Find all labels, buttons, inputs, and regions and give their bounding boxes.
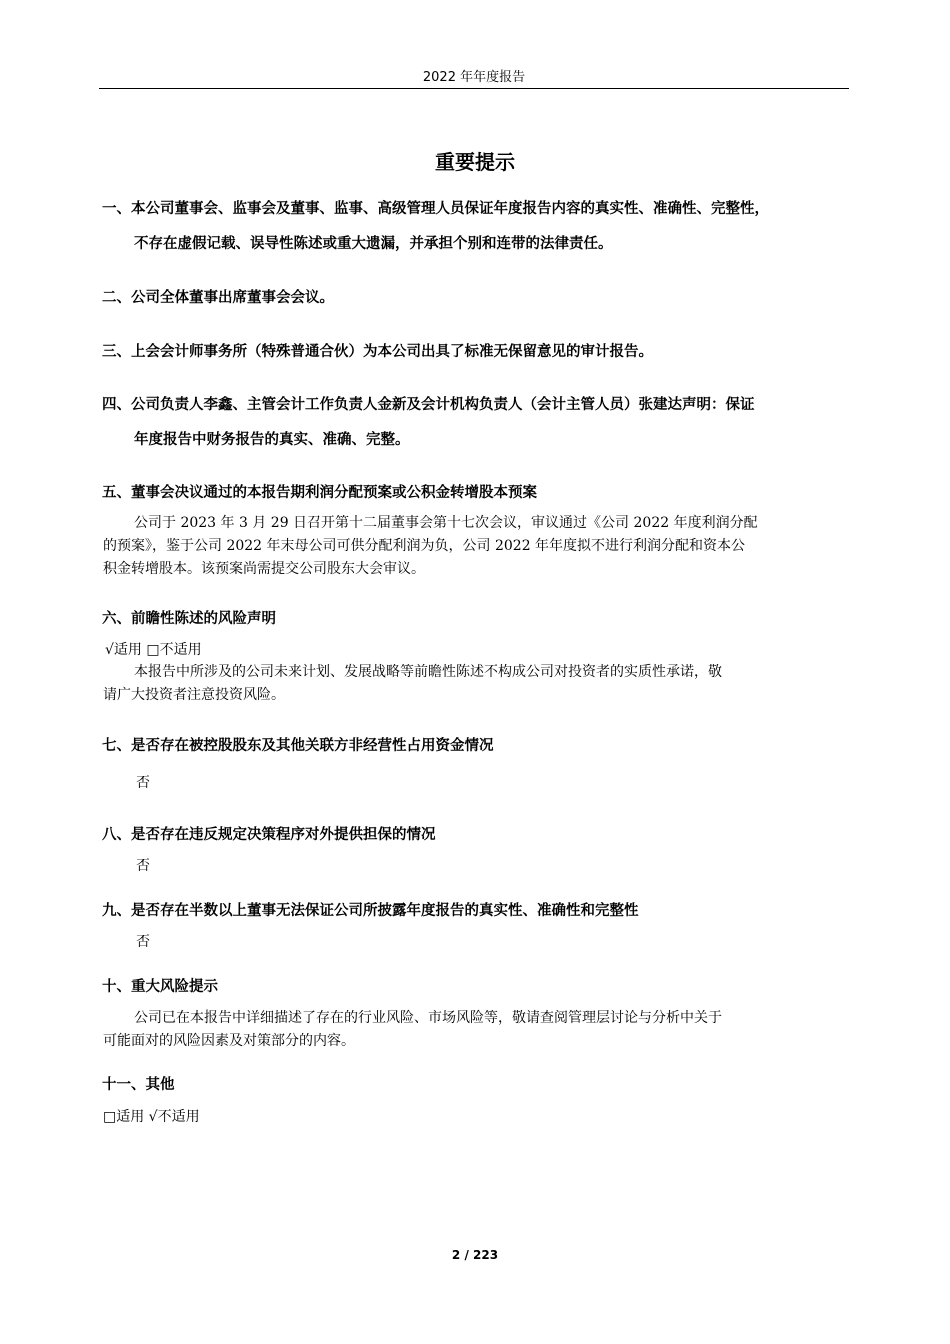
section-2: 二、公司全体董事出席董事会会议。 xyxy=(102,290,334,306)
section-3: 三、上会会计师事务所（特殊普通合伙）为本公司出具了标准无保留意见的审计报告。 xyxy=(102,344,653,360)
header-divider xyxy=(99,88,849,89)
section-4-line2: 年度报告中财务报告的真实、准确、完整。 xyxy=(134,432,410,448)
section-5-paragraph-line3: 积金转增股本。该预案尚需提交公司股东大会审议。 xyxy=(103,561,425,577)
section-10-paragraph-line2: 可能面对的风险因素及对策部分的内容。 xyxy=(103,1033,355,1049)
section-5-heading: 五、董事会决议通过的本报告期利润分配预案或公积金转增股本预案 xyxy=(102,485,537,501)
section-1-line1: 一、本公司董事会、监事会及董事、监事、高级管理人员保证年度报告内容的真实性、准确性、完整性， xyxy=(102,201,769,217)
section-11-heading: 十一、其他 xyxy=(102,1077,175,1093)
section-6-paragraph-line2: 请广大投资者注意投资风险。 xyxy=(103,687,285,703)
section-10-heading: 十、重大风险提示 xyxy=(102,979,218,995)
page-header: 2022 年年度报告 xyxy=(422,70,526,85)
section-7-heading: 七、是否存在被控股股东及其他关联方非经营性占用资金情况 xyxy=(102,738,494,754)
section-4-line1: 四、公司负责人李鑫、主管会计工作负责人金新及会计机构负责人（会计主管人员）张建达声明：保证 xyxy=(102,397,755,413)
section-6-applicability: √适用 □不适用 xyxy=(105,642,202,658)
section-1-line2: 不存在虚假记载、误导性陈述或重大遗漏，并承担个别和连带的法律责任。 xyxy=(134,236,613,252)
section-10-paragraph-line1: 公司已在本报告中详细描述了存在的行业风险、市场风险等，敬请查阅管理层讨论与分析中关于 xyxy=(134,1010,722,1026)
page-title: 重要提示 xyxy=(435,150,515,174)
section-8-answer: 否 xyxy=(136,858,150,874)
section-5-paragraph-line1: 公司于 2023 年 3 月 29 日召开第十二届董事会第十七次会议，审议通过《公司 2022 年度利润分配 xyxy=(134,515,758,531)
section-5-paragraph-line2: 的预案》，鉴于公司 2022 年末母公司可供分配利润为负，公司 2022 年年度拟不进行利润分配和资本公 xyxy=(103,538,746,554)
section-6-paragraph-line1: 本报告中所涉及的公司未来计划、发展战略等前瞻性陈述不构成公司对投资者的实质性承诺，敬 xyxy=(134,664,722,680)
section-9-heading: 九、是否存在半数以上董事无法保证公司所披露年度报告的真实性、准确性和完整性 xyxy=(102,903,639,919)
section-9-answer: 否 xyxy=(136,934,150,950)
section-7-answer: 否 xyxy=(136,775,150,791)
section-8-heading: 八、是否存在违反规定决策程序对外提供担保的情况 xyxy=(102,827,436,843)
page-number: 2 / 223 xyxy=(451,1248,499,1262)
section-11-applicability: □适用 √不适用 xyxy=(103,1109,200,1125)
section-6-heading: 六、前瞻性陈述的风险声明 xyxy=(102,611,276,627)
